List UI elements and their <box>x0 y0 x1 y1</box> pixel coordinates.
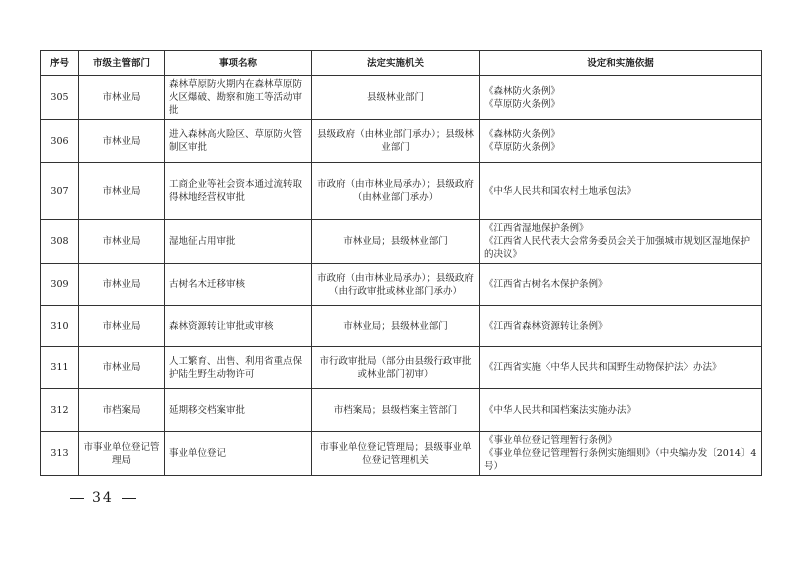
row-item: 工商企业等社会资本通过流转取得林地经营权审批 <box>165 163 312 220</box>
row-agency: 市行政审批局（部分由县级行政审批或林业部门初审） <box>312 347 480 389</box>
footer-dash-left <box>70 498 84 499</box>
row-agency: 市林业局；县级林业部门 <box>312 306 480 347</box>
table-row <box>41 389 762 432</box>
row-dept: 市林业局 <box>79 120 165 163</box>
row-basis <box>480 220 762 264</box>
row-item: 湿地征占用审批 <box>165 220 312 264</box>
row-dept: 市事业单位登记管理局 <box>79 432 165 476</box>
basis-entry: 《森林防火条例》 <box>484 85 561 97</box>
row-no: 309 <box>41 264 79 306</box>
row-basis <box>480 76 762 120</box>
row-agency: 市林业局；县级林业部门 <box>312 220 480 264</box>
header-agency: 法定实施机关 <box>312 51 480 76</box>
row-item: 事业单位登记 <box>165 432 312 476</box>
approval-items-table <box>40 50 762 476</box>
table-row <box>41 220 762 264</box>
table-row <box>41 76 762 120</box>
row-agency: 市事业单位登记管理局；县级事业单位登记管理机关 <box>312 432 480 476</box>
row-agency: 县级政府（由林业部门承办）；县级林业部门 <box>312 120 480 163</box>
row-no: 306 <box>41 120 79 163</box>
header-item: 事项名称 <box>165 51 312 76</box>
header-no: 序号 <box>41 51 79 76</box>
row-agency: 市档案局；县级档案主管部门 <box>312 389 480 432</box>
row-item: 延期移交档案审批 <box>165 389 312 432</box>
table-row <box>41 264 762 306</box>
row-basis <box>480 432 762 476</box>
row-dept: 市林业局 <box>79 347 165 389</box>
row-item: 森林草原防火期内在森林草原防火区爆破、勘察和施工等活动审批 <box>165 76 312 120</box>
basis-entry: 《草原防火条例》 <box>484 98 561 110</box>
page-footer <box>62 490 144 506</box>
row-agency: 县级林业部门 <box>312 76 480 120</box>
row-basis <box>480 120 762 163</box>
row-basis <box>480 389 762 432</box>
header-dept: 市级主管部门 <box>79 51 165 76</box>
basis-entry: 《中华人民共和国农村土地承包法》 <box>484 185 637 197</box>
row-dept: 市林业局 <box>79 264 165 306</box>
table-row <box>41 432 762 476</box>
header-basis: 设定和实施依据 <box>480 51 762 76</box>
row-item: 森林资源转让审批或审核 <box>165 306 312 347</box>
basis-entry: 《草原防火条例》 <box>484 142 561 153</box>
basis-entry: 《江西省实施〈中华人民共和国野生动物保护法〉办法》 <box>484 362 722 373</box>
row-basis <box>480 163 762 220</box>
basis-entry: 《江西省湿地保护条例》 <box>484 223 589 234</box>
page-number: 34 <box>92 490 114 506</box>
row-item: 进入森林高火险区、草原防火管制区审批 <box>165 120 312 163</box>
basis-entry: 《事业单位登记管理暂行条例》 <box>484 435 618 446</box>
basis-entry: 《江西省森林资源转让条例》 <box>484 320 608 332</box>
row-dept: 市林业局 <box>79 220 165 264</box>
row-no: 307 <box>41 163 79 220</box>
basis-entry: 《事业单位登记管理暂行条例实施细则》（中央编办发〔2014〕4号） <box>484 448 757 472</box>
basis-entry: 《江西省古树名木保护条例》 <box>484 279 608 290</box>
row-item: 古树名木迁移审核 <box>165 264 312 306</box>
basis-entry: 《中华人民共和国档案法实施办法》 <box>484 404 637 416</box>
row-no: 312 <box>41 389 79 432</box>
row-dept: 市林业局 <box>79 306 165 347</box>
row-agency: 市政府（由市林业局承办）；县级政府（由林业部门承办） <box>312 163 480 220</box>
row-dept: 市档案局 <box>79 389 165 432</box>
table-row <box>41 163 762 220</box>
footer-dash-right <box>122 498 136 499</box>
row-item: 人工繁育、出售、利用省重点保护陆生野生动物许可 <box>165 347 312 389</box>
row-agency: 市政府（由市林业局承办）；县级政府（由行政审批或林业部门承办） <box>312 264 480 306</box>
row-dept: 市林业局 <box>79 76 165 120</box>
row-no: 311 <box>41 347 79 389</box>
row-dept: 市林业局 <box>79 163 165 220</box>
row-basis <box>480 264 762 306</box>
row-no: 310 <box>41 306 79 347</box>
table-row <box>41 120 762 163</box>
row-no: 313 <box>41 432 79 476</box>
basis-entry: 《森林防火条例》 <box>484 129 561 140</box>
table-row <box>41 347 762 389</box>
row-basis <box>480 306 762 347</box>
row-no: 305 <box>41 76 79 120</box>
table-header-row <box>41 51 762 76</box>
row-basis <box>480 347 762 389</box>
table-row <box>41 306 762 347</box>
basis-entry: 《江西省人民代表大会常务委员会关于加强城市规划区湿地保护的决议》 <box>484 236 751 260</box>
row-no: 308 <box>41 220 79 264</box>
